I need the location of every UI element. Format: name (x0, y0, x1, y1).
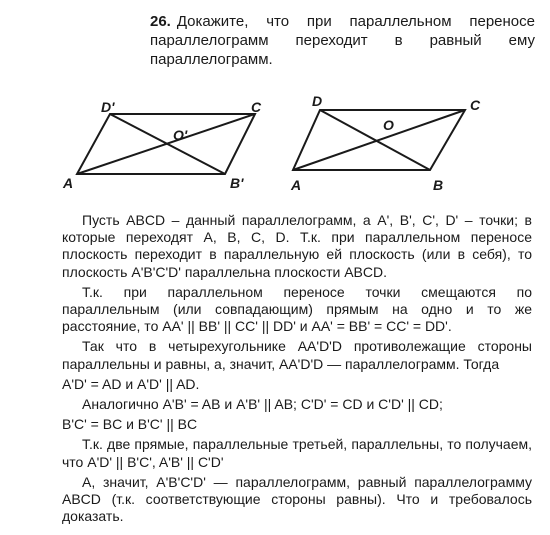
problem-number: 26. (150, 13, 171, 30)
solution-text (62, 212, 532, 528)
solution-paragraph-1: Пусть ABCD – данный параллелограмм, а A', B', C', D' – точки; в которые переходят A, B, C, D. Т.к. при параллельном переносе плоскость переходит в параллельную ей плоскость (или в себя), то плоскость A'B'C'D' параллельна плоскости ABCD. (62, 212, 532, 280)
left-diagonal-bd (110, 114, 225, 174)
figures (55, 92, 525, 204)
right-diagonal-bd (320, 110, 430, 170)
right-label-a: A (291, 177, 302, 193)
left-label-c: C (251, 99, 262, 115)
problem-statement (150, 12, 535, 69)
right-label-b: B (433, 177, 444, 193)
left-label-a: A (63, 175, 74, 191)
right-label-o: O (383, 117, 394, 133)
right-parallelogram (293, 110, 465, 170)
solution-paragraph-3: Так что в четырехугольнике AA'D'D противолежащие стороны параллельны и равны, а, значит, AA'D'D — параллелограмм. Тогда (62, 338, 532, 372)
solution-paragraph-4-cont: B'C' = BC и B'C' || BC (62, 416, 198, 433)
parallelogram-figures (55, 92, 525, 204)
left-label-d: D' (101, 99, 115, 115)
right-label-d: D (312, 93, 323, 109)
left-label-o: O' (173, 127, 188, 143)
right-diagonal-ac (293, 110, 465, 170)
solution-paragraph-6: А, значит, A'B'C'D' — параллелограмм, равный параллелограмму ABCD (т.к. соответствующие стороны равны). Что и требовалось доказать. (62, 473, 532, 525)
solution-paragraph-4: Аналогично A'B' = AB и A'B' || AB; C'D' = CD и C'D' || CD; (82, 396, 443, 413)
left-label-b: B' (230, 175, 244, 191)
right-label-c: C (470, 97, 481, 113)
problem-text: Докажите, что при параллельном переносе параллелограмм переходит в равный ему параллелограмм. (150, 13, 535, 68)
left-parallelogram (77, 114, 255, 174)
solution-paragraph-3-result: A'D' = AD и A'D' || AD. (62, 375, 200, 392)
solution-paragraph-5: Т.к. две прямые, параллельные третьей, параллельны, то получаем, что A'D' || B'C', A'B' || C'D' (62, 436, 532, 470)
solution-paragraph-2: Т.к. при параллельном переносе точки смещаются по параллельным (или совпадающим) прямым на одно и то же расстояние, то AA' || BB' || CC' || DD' и AA' = BB' = CC' = DD'. (62, 283, 532, 335)
